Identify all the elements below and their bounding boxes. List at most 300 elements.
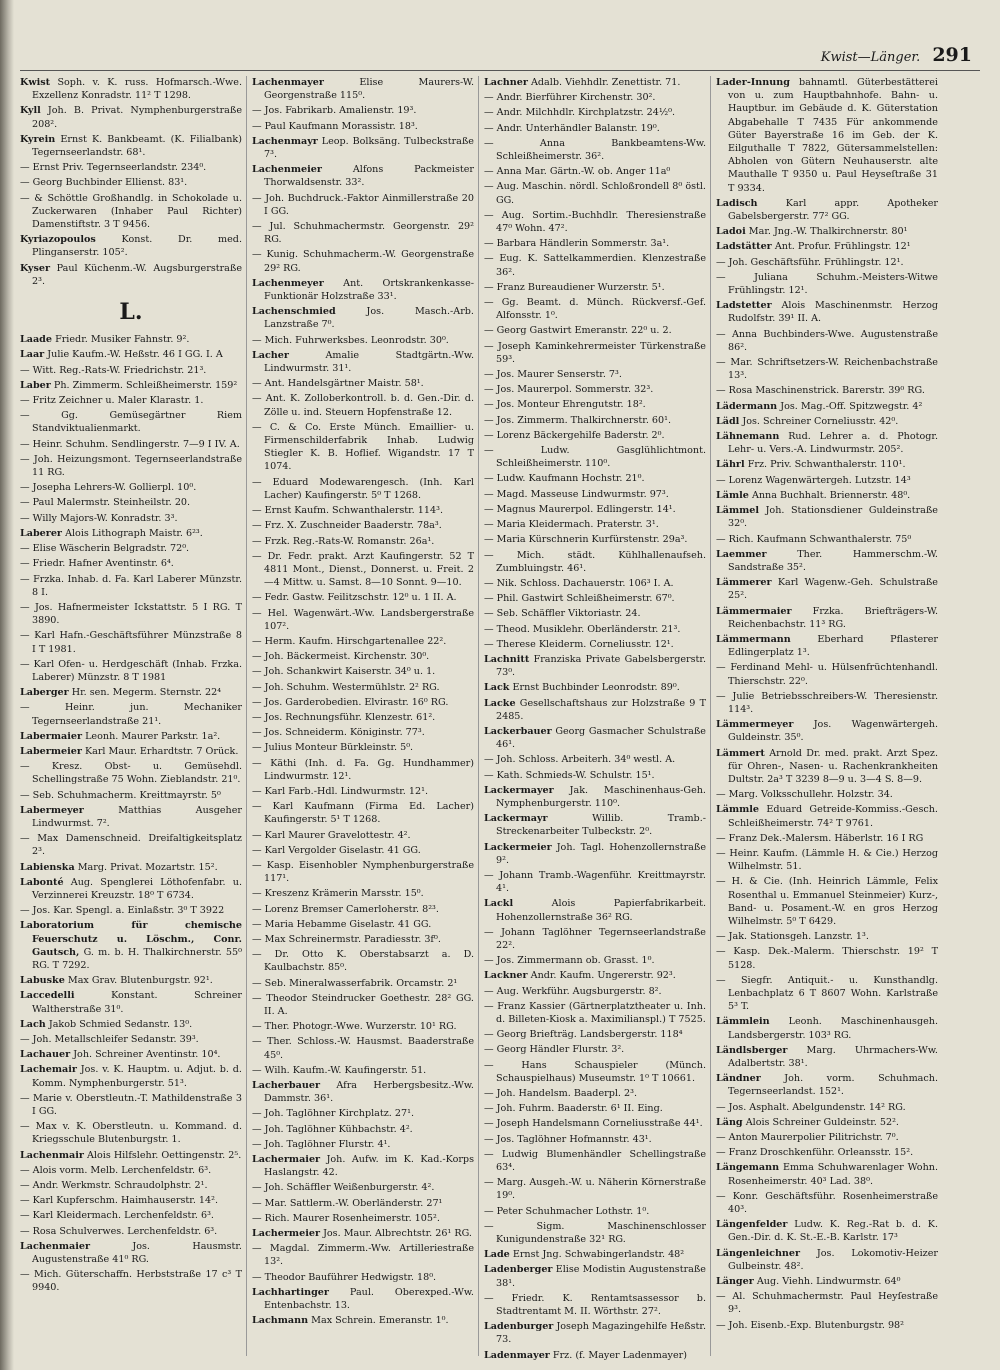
entry-text: — Konr. Geschäftsführ. Rosenheimerstraße 40³.	[716, 1190, 938, 1216]
directory-entry	[484, 383, 706, 396]
directory-entry	[716, 299, 938, 325]
entry-surname: Ländlsberger	[716, 1044, 788, 1056]
entry-text: — Rich. Kaufmann Schwanthalerstr. 75⁰	[716, 533, 912, 545]
entry-text: Leop. Bolksäng. Tulbeckstraße 7³.	[264, 135, 474, 161]
entry-text: Jos. Maur. Albrechtstr. 26¹ RG.	[323, 1228, 472, 1240]
directory-entry	[716, 240, 938, 253]
directory-entry	[252, 550, 474, 590]
entry-text: Eberhard Pflasterer Edlingerplatz 1³.	[728, 633, 938, 659]
entry-surname: Labuske	[20, 975, 65, 987]
entry-text: — Siegfr. Antiquit.- u. Kunsthandlg. Lenbachplatz 6 T 8607 Wohn. Karlstraße 5³ T.	[716, 974, 938, 1013]
entry-text: — Julius Monteur Bürkleinstr. 5⁰.	[252, 742, 414, 754]
entry-surname: Laberger	[20, 687, 69, 699]
directory-entry	[20, 364, 242, 377]
directory-entry	[484, 340, 706, 366]
entry-text: — Magdal. Zimmerm.-Ww. Artilleriestraße 13².	[252, 1243, 474, 1268]
entry-text: — Ant. K. Zolloberkontroll. b. d. Gen.-Dir. d. Zölle u. ind. Steuern Hopfenstraße 12.	[252, 393, 474, 418]
page-header	[740, 44, 972, 68]
entry-text: Alois Hilfslehr. Oettingenstr. 2⁵.	[87, 1149, 242, 1161]
directory-entry	[20, 1048, 242, 1061]
entry-text: — Hel. Wagenwärt.-Ww. Landsbergerstraße 107².	[252, 607, 474, 632]
directory-entry	[252, 163, 474, 189]
entry-text: — Joh. Geschäftsführ. Frühlingstr. 12¹.	[716, 256, 904, 268]
entry-surname: Kyser	[20, 262, 51, 274]
directory-entry	[20, 542, 242, 555]
entry-text: Joh. vorm. Schuhmach. Tegernseerlandst. 152¹.	[728, 1073, 938, 1098]
directory-entry	[484, 623, 706, 636]
directory-entry	[20, 904, 242, 917]
entry-text: — Joh. Taglöhner Kühbachstr. 4².	[252, 1123, 413, 1135]
entry-text: Karl appr. Apotheker Gabelsbergerstr. 77² GG.	[728, 197, 938, 223]
entry-text: — Dr. Otto K. Oberstabsarzt a. D. Kaulbachstr. 85⁰.	[252, 949, 474, 974]
entry-text: Joh. Tagl. Hohenzollernstraße 9².	[496, 841, 706, 866]
directory-entry	[252, 1314, 474, 1327]
entry-text: — Jos. Hafnermeister Ickstattstr. 5 I RG. T 3890.	[20, 601, 242, 627]
entry-text: Ernst K. Bankbeamt. (K. Filialbank) Tegernseerlandstr. 68¹.	[32, 133, 242, 159]
entry-text: Konstant. Schreiner Waltherstraße 31⁰.	[32, 990, 242, 1015]
directory-entry	[252, 392, 474, 418]
column-2	[252, 76, 474, 1366]
directory-entry	[252, 757, 474, 783]
directory-entry	[252, 665, 474, 678]
entry-text: Jos. Hausmstr. Augustenstraße 41⁰ RG.	[32, 1240, 242, 1266]
entry-surname: Ladenburger	[484, 1321, 554, 1333]
entry-text: Joh. Aufw. im K. Kad.-Korps Haslangstr. 42.	[264, 1154, 474, 1179]
entry-text: — Rosa Maschinenstrick. Barerstr. 39⁰ RG.	[716, 385, 925, 397]
entry-text: — Ludwig Blumenhändler Schellingstraße 63⁴.	[484, 1148, 706, 1174]
entry-surname: Laber	[20, 379, 51, 391]
entry-text: — Karl Ofen- u. Herdgeschäft (Inhab. Frzka. Laberer) Münzstr. 8 T 1981	[20, 658, 242, 683]
directory-entry	[484, 296, 706, 322]
entry-text: Jos. Mag.-Off. Spitzwegstr. 4²	[780, 400, 923, 412]
directory-entry	[716, 1116, 938, 1129]
directory-entry	[484, 1220, 706, 1246]
directory-entry	[252, 504, 474, 517]
entry-text: Rud. Lehrer a. d. Photogr. Lehr- u. Vers.-A. Lindwurmstr. 205².	[728, 431, 938, 456]
entry-text: — Maria Kürschnerin Kurfürstenstr. 29a³.	[484, 534, 688, 546]
column-1	[20, 76, 242, 1366]
entry-text: Ernst Jng. Schwabingerlandstr. 48²	[512, 1249, 685, 1261]
entry-text: — Kasp. Dek.-Malerm. Thierschstr. 19² T 5128.	[716, 946, 938, 971]
directory-entry	[484, 281, 706, 294]
entry-text: — Maria Hebamme Giselastr. 41 GG.	[252, 918, 432, 930]
directory-entry	[252, 933, 474, 946]
entry-text: — Käthi (Inh. d. Fa. Gg. Hundhammer) Lindwurmstr. 12¹.	[252, 757, 474, 782]
entry-surname: Lädermann	[716, 400, 778, 412]
entry-text: — Alois vorm. Melb. Lerchenfeldstr. 6³.	[20, 1164, 212, 1176]
entry-surname: Kyll	[20, 105, 41, 117]
entry-surname: Lädl	[716, 415, 740, 427]
entry-text: Frz. Priv. Schwanthalerstr. 110¹.	[747, 459, 906, 471]
entry-text: — Nik. Schloss. Dachauerstr. 106³ I. A.	[484, 577, 674, 589]
directory-entry	[20, 804, 242, 830]
directory-entry	[252, 696, 474, 709]
directory-entry	[484, 209, 706, 235]
entry-text: — Karl Maurer Gravelottestr. 4².	[252, 829, 411, 841]
directory-entry	[252, 277, 474, 303]
directory-entry	[484, 1320, 706, 1346]
directory-entry	[484, 1263, 706, 1289]
directory-entry	[20, 496, 242, 509]
directory-entry	[484, 1148, 706, 1174]
entry-text: — Mich. Fuhrwerksbes. Leonrodstr. 30⁰.	[252, 334, 449, 346]
entry-text: — Sigm. Maschinenschlosser Kunigundenstraße 32¹ RG.	[484, 1220, 706, 1246]
entry-text: — Magnus Maurerpol. Edlingerstr. 14¹.	[484, 503, 676, 515]
directory-entry	[484, 1205, 706, 1218]
entry-text: — Joseph Kaminkehrermeister Türkenstraße 59³.	[484, 340, 706, 365]
directory-entry	[20, 701, 242, 727]
entry-text: — Marg. Ausgeh.-W. u. Näherin Körnerstraße 19⁰.	[484, 1177, 706, 1202]
entry-text: — Rosa Schulverwes. Lerchenfeldstr. 6³.	[20, 1225, 218, 1237]
directory-entry	[252, 887, 474, 900]
directory-entry	[484, 444, 706, 470]
entry-text: — Joh. Schloss. Arbeiterh. 34⁰ westl. A.	[484, 754, 676, 766]
entry-text: Joseph Magazingehilfe Heßstr. 73.	[496, 1321, 706, 1346]
entry-text: Mar. Jng.-W. Thalkirchnerstr. 80¹	[748, 226, 908, 238]
entry-surname: Lackermeier	[484, 841, 552, 853]
directory-entry	[252, 1197, 474, 1210]
directory-entry	[252, 1020, 474, 1033]
entry-text: Leonh. Maurer Parkstr. 1a².	[85, 730, 221, 742]
entry-surname: Längenfelder	[716, 1219, 788, 1231]
entry-text: — Jos. Fabrikarb. Amalienstr. 19³.	[252, 105, 417, 117]
directory-entry	[252, 992, 474, 1018]
directory-entry	[484, 1117, 706, 1130]
entry-text: — Karl Kupferschm. Haimhauserstr. 14².	[20, 1195, 219, 1207]
entry-surname: Labermeier	[20, 745, 82, 757]
directory-entry	[716, 1190, 938, 1216]
entry-text: — Mich. Güterschaffn. Herbststraße 17 c³ T 9940.	[20, 1269, 242, 1294]
entry-text: Jos. Schreiner Corneliusstr. 42⁰.	[742, 415, 899, 427]
directory-entry	[716, 271, 938, 297]
directory-entry	[484, 969, 706, 982]
entry-text: Emma Schuhwarenlager Wohn. Rosenheimerstr. 40³ Lad. 38⁰.	[728, 1162, 938, 1187]
entry-text: — Andr. Unterhändler Balanstr. 19⁰.	[484, 122, 660, 134]
entry-text: Ludw. K. Reg.-Rat b. d. K. Gen.-Dir. d. K. St.-E.-B. Karlstr. 17³	[728, 1219, 938, 1244]
entry-surname: Lachemair	[20, 1064, 77, 1076]
entry-text: Jakob Schmied Sedanstr. 13⁰.	[48, 1018, 193, 1030]
entry-surname: Laade	[20, 334, 52, 346]
entry-text: Joh. Schreiner Aventinstr. 10⁴.	[73, 1049, 221, 1061]
directory-entry	[252, 76, 474, 102]
entry-text: — Karl Farb.-Hdl. Lindwurmstr. 12¹.	[252, 785, 428, 797]
directory-entry	[716, 225, 938, 238]
entry-text: — Eug. K. Sattelkammerdien. Klenzestraße 36².	[484, 253, 706, 278]
directory-entry	[252, 1286, 474, 1312]
entry-text: — Marg. Volksschullehr. Holzstr. 34.	[716, 789, 893, 801]
directory-entry	[716, 1072, 938, 1098]
directory-entry	[716, 489, 938, 502]
entry-text: — Joh. Schankwirt Kaiserstr. 34⁰ u. 1.	[252, 666, 436, 678]
directory-entry	[484, 488, 706, 501]
directory-entry	[252, 903, 474, 916]
entry-text: — Franz Kassier (Gärtnerplatztheater u. Inh. d. Billeten-Kiosk a. Maximilianspl.) T 7525.	[484, 1000, 706, 1025]
entry-text: Anna Buchhalt. Briennerstr. 48⁰.	[751, 489, 911, 501]
directory-entry	[716, 930, 938, 943]
entry-text: Alfons Packmeister Thorwaldsenstr. 33².	[264, 164, 474, 189]
directory-entry	[20, 192, 242, 232]
directory-entry	[20, 974, 242, 987]
directory-entry	[716, 788, 938, 801]
directory-entry	[484, 549, 706, 575]
directory-entry	[252, 591, 474, 604]
entry-text: — Joh. Bäckermeist. Kirchenstr. 30⁰.	[252, 651, 430, 663]
entry-text: — Aug. Werkführ. Augsburgerstr. 8².	[484, 985, 662, 997]
directory-entry	[716, 356, 938, 382]
directory-entry	[20, 453, 242, 479]
entry-surname: Lämmermeyer	[716, 719, 794, 731]
entry-text: — Ferdinand Mehl- u. Hülsenfrüchtenhandl. Thierschstr. 22⁰.	[716, 662, 938, 687]
directory-entry	[252, 135, 474, 161]
entry-text: Karl Maur. Erhardtstr. 7 Orück.	[84, 745, 239, 757]
directory-entry	[484, 180, 706, 206]
entry-text: — Ludw. Kaufmann Hochstr. 21⁰.	[484, 473, 645, 485]
entry-text: — Johann Tramb.-Wagenführ. Kreittmayrstr. 4¹.	[484, 869, 706, 895]
directory-entry	[252, 248, 474, 274]
directory-entry	[252, 519, 474, 532]
entry-text: — Max Schreinermstr. Paradiesstr. 3f⁰.	[252, 933, 441, 945]
directory-entry	[252, 607, 474, 633]
entry-text: — Ernst Priv. Tegernseerlandstr. 234⁰.	[20, 162, 207, 174]
directory-entry	[20, 557, 242, 570]
directory-entry	[484, 76, 706, 89]
entry-text: — Peter Schuhmacher Lothstr. 1⁰.	[484, 1205, 650, 1217]
directory-entry	[716, 718, 938, 744]
entry-text: — Barbara Händlerin Sommerstr. 3a¹.	[484, 238, 670, 250]
entry-text: Elise Maurers-W. Georgenstraße 115⁰.	[264, 77, 474, 102]
entry-surname: Lachenmayr	[252, 135, 318, 147]
entry-text: — Witt. Reg.-Rats-W. Friedrichstr. 21³.	[20, 364, 207, 376]
directory-entry	[252, 1153, 474, 1179]
entry-surname: Lackerbauer	[484, 725, 552, 737]
entry-text: — Jos. Kar. Spengl. a. Einlaßstr. 3⁰ T 3922	[20, 905, 225, 917]
directory-entry	[20, 1018, 242, 1031]
entry-text: — Karl Hafn.-Geschäftsführer Münzstraße 8 I T 1981.	[20, 630, 242, 655]
directory-entry	[716, 803, 938, 829]
directory-entry	[20, 601, 242, 627]
entry-surname: Lachenmair	[20, 1149, 84, 1161]
directory-entry	[716, 548, 938, 574]
directory-entry	[252, 334, 474, 347]
entry-text: — Friedr. Hafner Aventinstr. 6⁴.	[20, 558, 174, 570]
directory-entry	[716, 430, 938, 456]
entry-text: — Therese Kleiderm. Corneliusstr. 12¹.	[484, 638, 674, 650]
directory-entry	[716, 1015, 938, 1041]
entry-surname: Lade	[484, 1249, 510, 1261]
entry-text: Jos. Lokomotiv-Heizer Gulbeinstr. 48².	[728, 1247, 938, 1272]
directory-entry	[484, 503, 706, 516]
directory-entry	[20, 512, 242, 525]
directory-entry	[20, 1063, 242, 1089]
entry-surname: Ländner	[716, 1073, 761, 1085]
directory-entry	[252, 220, 474, 246]
entry-text: — Jos. Rechnungsführ. Klenzestr. 61².	[252, 711, 436, 723]
entry-text: — Marie v. Oberstleutn.-T. Mathildenstraße 3 I GG.	[20, 1092, 242, 1118]
entry-text: — Joh. Schäffler Weißenburgerstr. 4².	[252, 1182, 435, 1194]
entry-text: — Al. Schuhmachermstr. Paul Heyſestraße 9³.	[716, 1291, 938, 1316]
entry-surname: Lämmel	[716, 505, 760, 517]
column-3	[484, 76, 706, 1366]
directory-entry	[252, 1107, 474, 1120]
entry-text: — Willy Majors-W. Konradstr. 3³.	[20, 512, 178, 524]
directory-entry	[20, 176, 242, 189]
entry-surname: Lämmlein	[716, 1016, 770, 1028]
directory-entry	[716, 1275, 938, 1288]
entry-text: — Johann Taglöhner Tegernseerlandstraße 22².	[484, 926, 706, 951]
directory-entry	[484, 165, 706, 178]
entry-text: — Mar. Sattlerm.-W. Oberländerstr. 27¹	[252, 1197, 443, 1209]
directory-entry	[20, 1179, 242, 1192]
directory-entry	[716, 1319, 938, 1332]
directory-entry	[20, 133, 242, 159]
entry-text: — Phil. Gastwirt Schleißheimerstr. 67⁰.	[484, 593, 675, 605]
entry-text: — Herm. Kaufm. Hirschgartenallee 22².	[252, 635, 447, 647]
entry-text: Alois Papierfabrikarbeit. Hohenzollernstraße 36² RG.	[496, 898, 706, 923]
directory-entry	[484, 398, 706, 411]
directory-entry	[252, 305, 474, 331]
entry-text: — Joh. Eisenb.-Exp. Blutenburgstr. 98²	[716, 1319, 905, 1331]
directory-entry	[20, 262, 242, 288]
entry-text: Arnold Dr. med. prakt. Arzt Spez. für Ohren-, Nasen- u. Rachenkrankheiten Dultstr. 2a³ T 3239 8—9 u. 3—4 S. 8—9.	[728, 747, 938, 785]
directory-entry	[716, 576, 938, 602]
entry-text: — & Schöttle Großhandlg. in Schokolade u. Zuckerwaren (Inhaber Paul Richter) Damenstiftstr. 3 T 9456.	[20, 192, 242, 231]
directory-entry	[716, 328, 938, 354]
entry-text: — Theodor Steindrucker Goethestr. 28² GG. II. A.	[252, 992, 474, 1017]
directory-entry	[484, 252, 706, 278]
directory-entry	[252, 977, 474, 990]
entry-text: Ther. Hammerschm.-W. Sandstraße 35².	[728, 548, 938, 573]
directory-entry	[716, 474, 938, 487]
directory-entry	[252, 104, 474, 117]
directory-entry	[20, 1225, 242, 1238]
entry-surname: Lackermayr	[484, 813, 548, 825]
entry-text: Joh. B. Privat. Nymphenburgerstraße 208².	[32, 105, 242, 130]
entry-text: — Heinr. Kaufm. (Lämmle H. & Cie.) Herzog Wilhelmstr. 51.	[716, 847, 938, 873]
entry-text: Konst. Dr. med. Plinganserstr. 105².	[32, 234, 242, 259]
entry-text: — Paul Malermstr. Steinheilstr. 20.	[20, 497, 191, 509]
entry-text: — Jos. Zimmerm. Thalkirchnerstr. 60¹.	[484, 414, 672, 426]
entry-text: — Jos. Zimmermann ob. Grasst. 1⁰.	[484, 955, 655, 967]
directory-entry	[716, 1146, 938, 1159]
directory-entry	[484, 638, 706, 651]
directory-entry	[20, 76, 242, 102]
directory-entry	[484, 784, 706, 810]
entry-text: — Joh. Handelsm. Baaderpl. 2³.	[484, 1088, 638, 1100]
directory-entry	[484, 472, 706, 485]
column-4	[716, 76, 938, 1366]
directory-entry	[20, 1033, 242, 1046]
directory-entry	[716, 974, 938, 1014]
entry-surname: Lämle	[716, 489, 749, 501]
entry-text: — Jak. Stationsgeh. Lanzstr. 1³.	[716, 931, 869, 943]
entry-surname: Lackermayer	[484, 784, 554, 796]
entry-text: — Georg Gastwirt Emeranstr. 22⁰ u. 2.	[484, 325, 672, 337]
entry-text: — Ant. Handelsgärtner Maistr. 58¹.	[252, 378, 424, 390]
directory-entry	[716, 1101, 938, 1114]
entry-text: — Magd. Masseuse Lindwurmstr. 97³.	[484, 488, 669, 500]
directory-entry	[20, 760, 242, 786]
directory-entry	[20, 573, 242, 599]
entry-surname: Laboratorium für chemische Feuerschutz u. Löschm., Conr. Gautsch,	[20, 920, 242, 958]
directory-entry	[484, 1000, 706, 1026]
entry-text: — Jul. Schuhmachermstr. Georgenstr. 29² RG.	[252, 221, 474, 246]
entry-surname: Kwist	[20, 77, 51, 88]
directory-entry	[252, 741, 474, 754]
directory-entry	[484, 518, 706, 531]
entry-text: Marg. Uhrmachers-Ww. Adalbertstr. 38¹.	[728, 1044, 938, 1070]
entry-surname: Läng	[716, 1116, 743, 1128]
running-title: Kwist—Länger.	[820, 50, 921, 65]
directory-entry	[252, 650, 474, 663]
entry-text: — Jos. Asphalt. Abelgundenstr. 14² RG.	[716, 1101, 906, 1113]
entry-text: — Friedr. K. Rentamtsassessor b. Stadtrentamt M. II. Wörthstr. 27².	[484, 1292, 706, 1318]
directory-entry	[716, 256, 938, 269]
directory-entry	[252, 635, 474, 648]
entry-text: Jos. Wagenwärtergeh. Guldeinstr. 35⁰.	[728, 719, 938, 744]
directory-entry	[484, 1133, 706, 1146]
directory-entry	[484, 1028, 706, 1041]
directory-entry	[484, 368, 706, 381]
directory-entry	[716, 661, 938, 687]
directory-entry	[20, 1209, 242, 1222]
entry-text: Alois Schreiner Guldeinstr. 52².	[745, 1116, 899, 1128]
entry-surname: Laar	[20, 349, 45, 361]
directory-entry	[252, 800, 474, 826]
entry-surname: Lachenmeier	[252, 164, 322, 176]
directory-entry	[484, 954, 706, 967]
entry-text: — Aug. Maschin. nördl. Schloßrondell 8⁰ östl. GG.	[484, 181, 706, 206]
directory-entry	[484, 897, 706, 923]
directory-entry	[484, 91, 706, 104]
entry-surname: Lachauer	[20, 1049, 71, 1061]
entry-text: — Joh. Schuhm. Westermühlstr. 2² RG.	[252, 681, 440, 693]
entry-surname: Ladstätter	[716, 241, 772, 253]
entry-surname: Lach	[20, 1018, 46, 1030]
entry-text: — Anton Maurerpolier Pilitrichstr. 7⁰.	[716, 1132, 899, 1144]
column-separator	[246, 76, 247, 1356]
directory-entry	[20, 1240, 242, 1266]
entry-text: — Franz Droschkenführ. Orleansstr. 15².	[716, 1147, 914, 1159]
entry-text: — Jos. Schneiderm. Königinstr. 77³.	[252, 727, 425, 739]
directory-entry	[716, 533, 938, 546]
entry-text: — Seb. Schuhmacherm. Kreittmayrstr. 5⁰	[20, 789, 221, 801]
entry-text: — H. & Cie. (Inh. Heinrich Lämmle, Felix Rosenthal u. Emmanuel Steinmeier) Kurz-, Band- u. Posament.-W. en gros Herzog Wilhelmstr. 5⁰ T 6429.	[716, 876, 938, 927]
entry-text: — Joh. Buchdruck.-Faktor Ainmillerstraße 20 I GG.	[252, 192, 474, 217]
directory-entry	[716, 415, 938, 428]
entry-text: Matthias Ausgeher Lindwurmst. 7².	[32, 804, 242, 829]
entry-text: — Ther. Photogr.-Wwe. Wurzerstr. 10¹ RG.	[252, 1021, 457, 1033]
entry-text: — Fritz Zeichner u. Maler Klarastr. 1.	[20, 395, 204, 407]
directory-entry	[252, 1138, 474, 1151]
directory-entry	[716, 400, 938, 413]
directory-entry	[20, 333, 242, 346]
section-letter: L.	[119, 299, 143, 326]
directory-entry	[252, 844, 474, 857]
directory-entry	[20, 527, 242, 540]
directory-entry	[716, 197, 938, 223]
directory-entry	[252, 1064, 474, 1077]
entry-text: — Ther. Schloss.-W. Hausmst. Baaderstraße 45⁰.	[252, 1036, 474, 1061]
directory-entry	[252, 726, 474, 739]
entry-text: — Kreszenz Krämerin Marsstr. 15⁰.	[252, 888, 424, 900]
directory-entry	[20, 409, 242, 435]
directory-entry	[20, 876, 242, 902]
directory-entry	[484, 1059, 706, 1085]
directory-entry	[484, 681, 706, 694]
entry-text: — Fedr. Gastw. Feilitzschstr. 12⁰ u. 1 II. A.	[252, 592, 457, 604]
directory-entry	[252, 1212, 474, 1225]
directory-entry	[252, 1271, 474, 1284]
